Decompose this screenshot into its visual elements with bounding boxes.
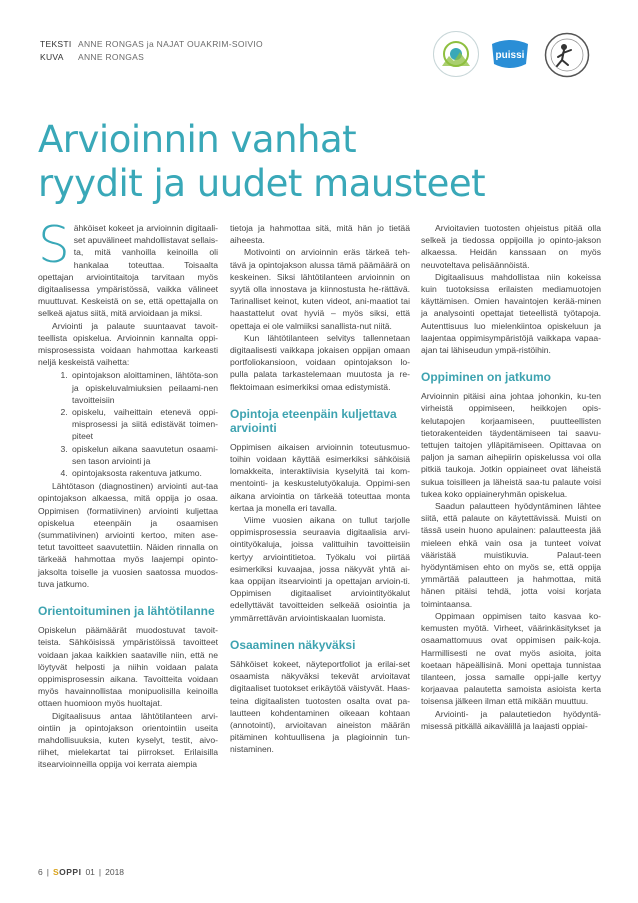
footer-separator: | (98, 867, 102, 877)
section-heading: Orientoituminen ja lähtötilanne (38, 604, 215, 619)
photo-credit (40, 51, 263, 64)
column-2 (230, 222, 410, 756)
paragraph: Arvioitavien tuotosten ohjeistus pitää olla selkeä ja tiedossa oppijoilla jo opinto-jakson alkaessa. Heidän kanssaan on myös neuvoteltava pelisäännöistä. (421, 223, 601, 270)
section-heading: Osaaminen näkyväksi (230, 637, 356, 652)
list-item: 1. opintojakson aloittaminen, lähtöta-son ja opiskeluvalmiuksien peilaami-nen tavoitteisiin (70, 369, 218, 406)
page-number: 6 (38, 867, 43, 877)
list-item: 3. opiskelun aikana saavutetun osaami-sen tason arviointi ja (70, 443, 218, 467)
column-1 (38, 216, 219, 771)
paragraph: Motivointi on arvioinnin eräs tärkeä teh-tävä ja opintojakson alussa tämä päämäärä on keskeinen. Siksi lähtötilanteen arvioinnin on syytä olla innostava ja kiinnostusta he-rättävä. Tarinalliset keinot, kuten videot, ani-maatiot tai haastattelut ovat hyviä – myös siksi, että opettaja ei ole valmiiksi sanallista-nut niitä. (230, 247, 410, 331)
paragraph: Opiskelun päämäärät muodostuvat tavoit-teista. Sähköisissä ympäristöissä tavoitteet voidaan jakaa kaikkien saataville niin, että ne löytyvät helposti ja niihin voidaan palata oppimisprosessin aikana. Tavoitteita voidaan myös havainnollistaa monipuolisilla keinoilla ottaen huomioon myös huoltajat. (38, 625, 218, 709)
paragraph: Kun lähtötilanteen selvitys tallennetaan digitaalisesti vaikkapa jokaisen oppijan omaan portfoliokansioon, voidaan opintojakson lo-pulla palata tarkastelemaan muutosta ja re-flektoimaan esimerkiksi omaa edistymistä. (230, 332, 410, 392)
school-badge-logo (544, 32, 590, 78)
assessment-seal-logo (432, 30, 480, 78)
paragraph: Oppimisen aikaisen arvioinnin toteutusmuo-toihin voidaan käyttää esimerkiksi sähköisiä lomakkeita, interaktiivisia kyselyitä tai kom-mentointi- ja keskustelutyökaluja. Oppimi-sen aikana arviointia on tärkeää toteuttaa monta kertaa ja monella eri tavalla. (230, 441, 410, 513)
photo-credit-label: KUVA (40, 52, 64, 62)
paragraph (38, 216, 219, 320)
headline-line-1: Arvioinnin vanhat (38, 118, 357, 161)
puissi-logo (488, 36, 532, 72)
page-footer (38, 867, 124, 877)
magazine-logo-text: OPPI (59, 867, 82, 877)
paragraph: Digitaalisuus mahdollistaa niin kokeissa kuin tuotoksissa erilaisten mediamuotojen käyttämisen. Omien havaintojen kerää-minen ja analysointi opettajat tieteellistä työtapoja. Autenttisuus luo mielenkiintoa opiskeluun ja laajentaa oppimisympäristöjä vaikkapa vapaa-ajan tai lähiseudun ympä-ristöihin. (421, 271, 601, 356)
issue-number: 01 (85, 867, 95, 877)
logo-strip (432, 30, 602, 88)
section-heading: Oppiminen on jatkumo (421, 370, 552, 385)
text-credit-value: ANNE RONGAS ja NAJAT OUAKRIM-SOIVIO (78, 39, 263, 49)
paragraph: Viime vuosien aikana on tullut tarjolle oppimisprosessia seuraavia digitaalisia arvi-ointityökaluja, joissa valittuihin tavoitteisiin kertyy arviointitietoa. Työkalu voi piirtää esimerkiksi kuvaajaa, jossa näkyvät yhtä ai-kaa oppijan itsearviointi ja opettajan arvioin-ti. Oppimisen digitaaliset arviointityökalut edellyttävät tavoitteiden selkeää osiointia ja ymmärrettävän arviointiskaalan luomista. (230, 515, 410, 623)
text-credit-label: TEKSTI (40, 39, 72, 49)
puissi-logo-text: puissi (495, 50, 525, 61)
magazine-logo (53, 867, 81, 877)
article-headline (38, 118, 598, 206)
headline-line-2: ryydit ja uudet mausteet (38, 162, 486, 205)
paragraph-text: ähköiset kokeet ja arvioinnin digitaali-set apuvälineet mahdollistavat sellais-ta, mitä vanhoilla keinoilla oli hankalaa toteuttaa. Toisaalta opettajan arviointitaitoja tarvitaan myös digitaalisessa ympäristössä, vaikka välineet muuttuvat. Keskeistä on se, että opettajalla on selkeä ajatus siitä, mitä arvioidaan ja miksi. (38, 223, 219, 319)
section-heading: Opintoja eteenpäin kuljettava arviointi (230, 406, 397, 435)
paragraph: Saadun palautteen hyödyntäminen lähtee siitä, että palaute on käytettävissä. Muisti on tässä usein huono apulainen: palautteesta jää mieleen ehkä vain osa ja tunteet voivat vääristää muistikuvia. Palaut-teen hyödyntämisen ehto on myös se, että oppija ymmärtää palautteen ja hahmottaa, mitä hänen pitäisi tehdä, jotta voisi korjata toimintaansa. (421, 501, 601, 609)
drop-cap: S (38, 216, 70, 274)
column-3 (421, 222, 601, 732)
list-item: 4. opintojaksosta rakentuva jatkumo. (70, 467, 218, 479)
list-item: 2. opiskelu, vaiheittain etenevä oppi-misprosessi ja siitä edistävät toimen-piteet (70, 406, 218, 443)
paragraph: Oppimaan oppimisen taito kasvaa ko-kemusten myötä. Virheet, väärinkäsitykset ja osaamattomuus ovat oppimisen paik-koja. Harmillisesti ne ovat myös asioita, joita koetaan häpeällisinä. Moni opettaja tunnistaa tilanteen, jossa samalle oppi-jalle kertyy korjaavaa palautetta samoista asioista kerta toisensa jälkeen ilman että mikään muuttuu. (421, 610, 601, 707)
paragraph: Sähköiset kokeet, näyteportfoliot ja erilai-set osaamista näkyväksi tekevät arvioitavat digitaaliset tuotokset erikäytöä väistyvät. Haas-teina digitaalisten tuotosten osalta ovat pa-lautteen kohdentaminen oikeaan kohtaan (annotointi), arvioitavan aineiston määrän pitäminen kohtuullisena ja plagioinnin tun-nistaminen. (230, 658, 410, 755)
paragraph: Arviointi ja palaute suuntaavat tavoit-teellista opiskelua. Arvioinnin kannalta oppi-misprosessista voidaan hahmottaa karkeasti neljä keskeistä vaihetta: (38, 320, 218, 368)
paragraph: Arviointi- ja palautetiedon hyödyntä-misessä pitkällä aikavälillä ja laajasti oppiai- (421, 708, 601, 731)
issue-year: 2018 (105, 867, 125, 877)
text-credit (40, 38, 263, 51)
paragraph: tietoja ja hahmottaa sitä, mitä hän jo tietää aiheesta. (230, 223, 410, 246)
paragraph: Digitaalisuus antaa lähtötilanteen arvi-ointiin ja opintojakson orientointiin useita mahdollisuuksia, kuten kyselyt, testit, aivo-riihet, mielekartat tai piirrokset. Erilaisilla itsearvioinneilla oppija voi kerrata aiempia (38, 710, 218, 770)
paragraph: Arvioinnin pitäisi aina johtaa johonkin, ku-ten virheistä oppimiseen, heikkojen opis-kelutapojen korjaamiseen, puutteellisten tietorakenteiden täydentämiseen tai saavu-tettujen taitojen ylläpitämiseen. Opittavaa on paljon ja saman aihepiirin opiskelussa voi olla pitkiä taukoja. Jotkin oppiaineet ovat läheistä sukua toisilleen ja läheistä saa-tu palaute voisi tukea koko oppiaineryhmän opiskelua. (421, 391, 601, 499)
footer-separator: | (46, 867, 49, 877)
photo-credit-value: ANNE RONGAS (78, 52, 145, 62)
paragraph: Lähtötason (diagnostinen) arviointi aut-taa opintojakson alkaessa, mitä oppija jo osaa. Oppimisen (formatiivinen) arviointi kuljettaa opiskelua eteenpäin ja osaamisen (summatiivinen) arviointi kertoo, miten ase-tetut tavoitteet saavutettiin. Näiden rinnalla on tärkeää hahmottaa myös laajempi opinto-jaksolta toiselle ja vuosien saatossa muodos-tuva jatkumo. (38, 481, 218, 589)
magazine-logo-s: S (52, 867, 60, 877)
phase-list (56, 369, 218, 479)
article-credits (40, 38, 263, 64)
